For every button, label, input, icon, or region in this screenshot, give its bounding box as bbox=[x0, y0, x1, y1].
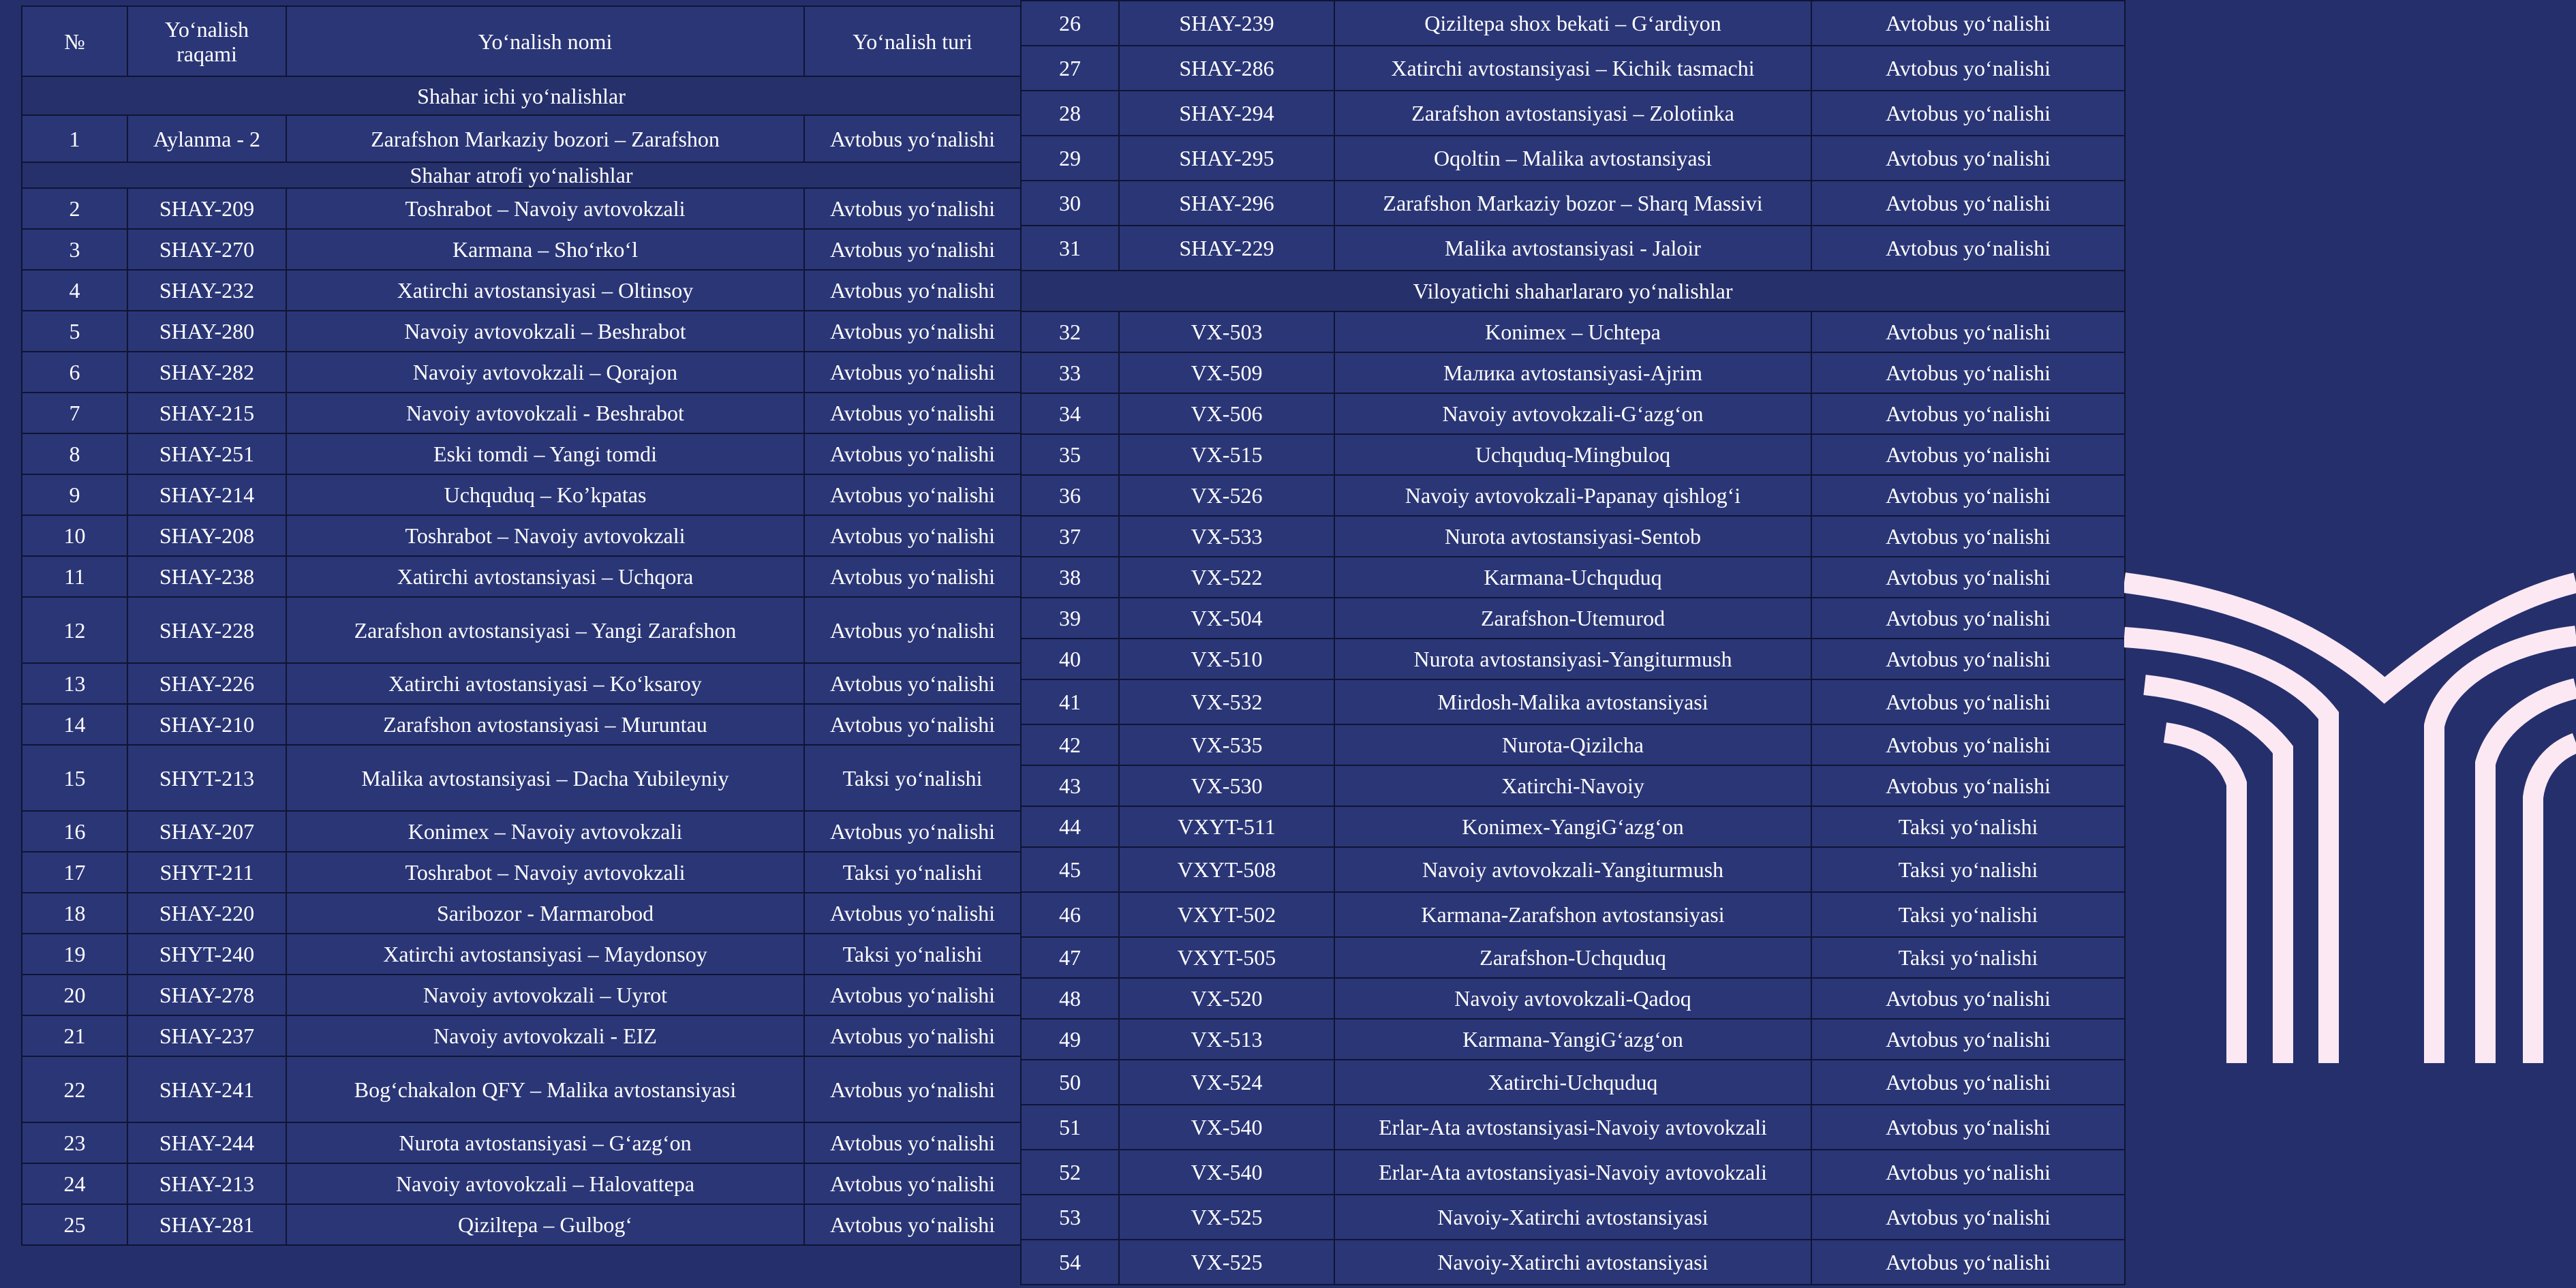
table-row bbox=[22, 115, 1021, 162]
cell-route-type: Avtobus yo‘nalishi bbox=[804, 270, 1021, 311]
cell-route-code: SHAY-251 bbox=[127, 433, 286, 474]
cell-route-code: SHAY-239 bbox=[1119, 1, 1334, 46]
cell-number: 12 bbox=[22, 597, 127, 663]
cell-route-code: VX-522 bbox=[1119, 557, 1334, 598]
table-row bbox=[22, 1122, 1021, 1163]
table-row bbox=[22, 811, 1021, 852]
cell-number: 29 bbox=[1021, 136, 1119, 181]
table-row bbox=[1021, 978, 2125, 1019]
cell-route-code: SHAY-213 bbox=[127, 1163, 286, 1204]
cell-route-type: Avtobus yo‘nalishi bbox=[1811, 226, 2125, 271]
header-route-code: Yo‘nalish raqami bbox=[127, 6, 286, 76]
table-row bbox=[1021, 679, 2125, 724]
cell-route-name: Konimex – Uchtepa bbox=[1334, 311, 1811, 352]
table-row bbox=[22, 975, 1021, 1015]
routes-table-left bbox=[21, 5, 1022, 1246]
cell-route-name: Mirdosh-Malika avtostansiyasi bbox=[1334, 679, 1811, 724]
cell-route-name: Xatirchi-Navoiy bbox=[1334, 765, 1811, 806]
table-row bbox=[1021, 937, 2125, 978]
cell-route-name: Toshrabot – Navoiy avtovokzali bbox=[286, 515, 804, 556]
cell-route-name: Toshrabot – Navoiy avtovokzali bbox=[286, 188, 804, 229]
cell-route-type: Avtobus yo‘nalishi bbox=[804, 352, 1021, 393]
header-route-name: Yo‘nalish nomi bbox=[286, 6, 804, 76]
cell-route-type: Avtobus yo‘nalishi bbox=[804, 229, 1021, 270]
table-row bbox=[22, 515, 1021, 556]
table-row bbox=[22, 352, 1021, 393]
table-row bbox=[1021, 226, 2125, 271]
cell-route-name: Navoiy avtovokzali-Qadoq bbox=[1334, 978, 1811, 1019]
cell-route-name: Karmana-Zarafshon avtostansiyasi bbox=[1334, 892, 1811, 937]
cell-route-name: Navoiy avtovokzali – Beshrabot bbox=[286, 311, 804, 352]
table-row bbox=[1021, 1240, 2125, 1285]
cell-route-name: Xatirchi-Uchquduq bbox=[1334, 1060, 1811, 1105]
cell-route-code: SHAY-282 bbox=[127, 352, 286, 393]
cell-route-type: Avtobus yo‘nalishi bbox=[804, 1204, 1021, 1245]
table-row bbox=[1021, 136, 2125, 181]
table-row bbox=[1021, 847, 2125, 892]
cell-route-type: Avtobus yo‘nalishi bbox=[804, 597, 1021, 663]
cell-route-code: VX-515 bbox=[1119, 434, 1334, 475]
cell-route-name: Navoiy-Xatirchi avtostansiyasi bbox=[1334, 1240, 1811, 1285]
cell-number: 51 bbox=[1021, 1105, 1119, 1150]
cell-route-code: SHYT-240 bbox=[127, 934, 286, 975]
cell-number: 50 bbox=[1021, 1060, 1119, 1105]
cell-route-code: SHAY-226 bbox=[127, 663, 286, 704]
cell-route-name: Nurota-Qizilcha bbox=[1334, 724, 1811, 765]
cell-route-name: Konimex – Navoiy avtovokzali bbox=[286, 811, 804, 852]
cell-number: 42 bbox=[1021, 724, 1119, 765]
table-row bbox=[1021, 806, 2125, 847]
cell-route-type: Taksi yo‘nalishi bbox=[804, 745, 1021, 811]
cell-route-name: Karmana-Uchquduq bbox=[1334, 557, 1811, 598]
cell-number: 53 bbox=[1021, 1195, 1119, 1240]
cell-number: 18 bbox=[22, 893, 127, 934]
cell-route-code: VX-524 bbox=[1119, 1060, 1334, 1105]
cell-route-code: SHAY-241 bbox=[127, 1056, 286, 1122]
table-row bbox=[22, 934, 1021, 975]
cell-number: 17 bbox=[22, 852, 127, 893]
cell-route-code: SHAY-270 bbox=[127, 229, 286, 270]
cell-route-code: SHAY-232 bbox=[127, 270, 286, 311]
cell-route-name: Navoiy avtovokzali – Halovattepa bbox=[286, 1163, 804, 1204]
cell-route-name: Zarafshon Markaziy bozori – Zarafshon bbox=[286, 115, 804, 162]
cell-route-code: VX-530 bbox=[1119, 765, 1334, 806]
cell-route-name: Xatirchi avtostansiyasi – Ko‘ksaroy bbox=[286, 663, 804, 704]
cell-route-type: Avtobus yo‘nalishi bbox=[1811, 516, 2125, 557]
cell-route-type: Avtobus yo‘nalishi bbox=[1811, 765, 2125, 806]
table-row bbox=[22, 229, 1021, 270]
cell-route-code: SHAY-209 bbox=[127, 188, 286, 229]
cell-route-name: Zarafshon avtostansiyasi – Yangi Zarafshon bbox=[286, 597, 804, 663]
cell-route-type: Avtobus yo‘nalishi bbox=[1811, 1019, 2125, 1060]
cell-route-type: Avtobus yo‘nalishi bbox=[1811, 557, 2125, 598]
cell-route-name: Zarafshon-Uchquduq bbox=[1334, 937, 1811, 978]
cell-number: 48 bbox=[1021, 978, 1119, 1019]
cell-number: 38 bbox=[1021, 557, 1119, 598]
cell-route-type: Avtobus yo‘nalishi bbox=[804, 893, 1021, 934]
cell-route-type: Avtobus yo‘nalishi bbox=[1811, 46, 2125, 91]
table-row bbox=[1021, 475, 2125, 516]
cell-route-type: Avtobus yo‘nalishi bbox=[1811, 639, 2125, 679]
cell-route-code: SHAY-210 bbox=[127, 704, 286, 745]
section-row bbox=[22, 76, 1021, 115]
cell-route-code: SHAY-244 bbox=[127, 1122, 286, 1163]
cell-route-name: Navoiy avtovokzali-Yangiturmush bbox=[1334, 847, 1811, 892]
cell-number: 52 bbox=[1021, 1150, 1119, 1195]
table-header-row bbox=[22, 6, 1021, 76]
cell-route-type: Avtobus yo‘nalishi bbox=[804, 1122, 1021, 1163]
table-row bbox=[1021, 311, 2125, 352]
section-title: Shahar ichi yo‘nalishlar bbox=[22, 76, 1021, 115]
cell-route-code: SHYT-213 bbox=[127, 745, 286, 811]
cell-number: 1 bbox=[22, 115, 127, 162]
cell-number: 35 bbox=[1021, 434, 1119, 475]
cell-route-code: VX-513 bbox=[1119, 1019, 1334, 1060]
cell-route-code: SHYT-211 bbox=[127, 852, 286, 893]
table-row bbox=[22, 852, 1021, 893]
cell-route-name: Xatirchi avtostansiyasi – Maydonsoy bbox=[286, 934, 804, 975]
cell-route-name: Erlar-Ata avtostansiyasi-Navoiy avtovokzali bbox=[1334, 1105, 1811, 1150]
cell-route-type: Avtobus yo‘nalishi bbox=[804, 474, 1021, 515]
cell-route-name: Nurota avtostansiyasi-Sentob bbox=[1334, 516, 1811, 557]
cell-route-code: SHAY-228 bbox=[127, 597, 286, 663]
cell-route-type: Taksi yo‘nalishi bbox=[1811, 892, 2125, 937]
table-row bbox=[22, 270, 1021, 311]
cell-route-code: SHAY-278 bbox=[127, 975, 286, 1015]
cell-number: 25 bbox=[22, 1204, 127, 1245]
cell-route-code: SHAY-229 bbox=[1119, 226, 1334, 271]
cell-route-type: Avtobus yo‘nalishi bbox=[1811, 352, 2125, 393]
table-row bbox=[22, 188, 1021, 229]
cell-route-code: Aylanma - 2 bbox=[127, 115, 286, 162]
table-row bbox=[1021, 892, 2125, 937]
cell-number: 37 bbox=[1021, 516, 1119, 557]
cell-route-code: VXYT-511 bbox=[1119, 806, 1334, 847]
cell-route-name: Toshrabot – Navoiy avtovokzali bbox=[286, 852, 804, 893]
header-route-type: Yo‘nalish turi bbox=[804, 6, 1021, 76]
cell-route-name: Nurota avtostansiyasi – G‘azg‘on bbox=[286, 1122, 804, 1163]
cell-number: 41 bbox=[1021, 679, 1119, 724]
cell-route-type: Avtobus yo‘nalishi bbox=[1811, 978, 2125, 1019]
cell-route-name: Karmana-YangiG‘azg‘on bbox=[1334, 1019, 1811, 1060]
cell-route-type: Avtobus yo‘nalishi bbox=[1811, 1060, 2125, 1105]
cell-number: 15 bbox=[22, 745, 127, 811]
cell-route-type: Avtobus yo‘nalishi bbox=[1811, 1150, 2125, 1195]
table-row bbox=[1021, 393, 2125, 434]
table-row bbox=[1021, 557, 2125, 598]
table-row bbox=[1021, 1060, 2125, 1105]
header-number: № bbox=[22, 6, 127, 76]
cell-route-type: Avtobus yo‘nalishi bbox=[804, 811, 1021, 852]
cell-route-type: Avtobus yo‘nalishi bbox=[804, 311, 1021, 352]
cell-route-type: Avtobus yo‘nalishi bbox=[804, 115, 1021, 162]
cell-route-name: Малика avtostansiyasi-Ajrim bbox=[1334, 352, 1811, 393]
table-row bbox=[1021, 765, 2125, 806]
table-row bbox=[1021, 1105, 2125, 1150]
cell-route-name: Eski tomdi – Yangi tomdi bbox=[286, 433, 804, 474]
cell-number: 33 bbox=[1021, 352, 1119, 393]
cell-route-name: Uchquduq – Ko’kpatas bbox=[286, 474, 804, 515]
cell-number: 24 bbox=[22, 1163, 127, 1204]
table-row bbox=[1021, 46, 2125, 91]
cell-number: 8 bbox=[22, 433, 127, 474]
cell-route-code: VX-510 bbox=[1119, 639, 1334, 679]
cell-route-code: VX-504 bbox=[1119, 598, 1334, 639]
cell-route-code: SHAY-280 bbox=[127, 311, 286, 352]
cell-number: 16 bbox=[22, 811, 127, 852]
cell-route-name: Zarafshon avtostansiyasi – Zolotinka bbox=[1334, 91, 1811, 136]
cell-route-name: Navoiy avtovokzali-G‘azg‘on bbox=[1334, 393, 1811, 434]
cell-number: 54 bbox=[1021, 1240, 1119, 1285]
table-row bbox=[22, 556, 1021, 597]
cell-route-type: Avtobus yo‘nalishi bbox=[1811, 1240, 2125, 1285]
cell-route-code: SHAY-220 bbox=[127, 893, 286, 934]
cell-route-type: Avtobus yo‘nalishi bbox=[804, 188, 1021, 229]
arched-m-logo-icon bbox=[2124, 559, 2576, 1070]
cell-route-name: Oqoltin – Malika avtostansiyasi bbox=[1334, 136, 1811, 181]
cell-route-code: VX-525 bbox=[1119, 1240, 1334, 1285]
cell-route-code: SHAY-238 bbox=[127, 556, 286, 597]
table-row bbox=[22, 663, 1021, 704]
cell-route-code: VXYT-505 bbox=[1119, 937, 1334, 978]
cell-number: 7 bbox=[22, 393, 127, 433]
cell-route-type: Avtobus yo‘nalishi bbox=[804, 1163, 1021, 1204]
cell-route-type: Avtobus yo‘nalishi bbox=[1811, 393, 2125, 434]
table-row bbox=[22, 1163, 1021, 1204]
cell-route-name: Karmana – Sho‘rko‘l bbox=[286, 229, 804, 270]
cell-route-code: VXYT-502 bbox=[1119, 892, 1334, 937]
cell-route-type: Avtobus yo‘nalishi bbox=[804, 556, 1021, 597]
cell-route-type: Taksi yo‘nalishi bbox=[1811, 937, 2125, 978]
cell-number: 31 bbox=[1021, 226, 1119, 271]
table-row bbox=[1021, 434, 2125, 475]
table-row bbox=[1021, 639, 2125, 679]
cell-route-type: Taksi yo‘nalishi bbox=[1811, 806, 2125, 847]
cell-number: 36 bbox=[1021, 475, 1119, 516]
table-row bbox=[1021, 1150, 2125, 1195]
cell-route-code: VXYT-508 bbox=[1119, 847, 1334, 892]
cell-route-code: SHAY-295 bbox=[1119, 136, 1334, 181]
cell-route-name: Malika avtostansiyasi – Dacha Yubileyniy bbox=[286, 745, 804, 811]
table-row bbox=[22, 893, 1021, 934]
cell-route-type: Avtobus yo‘nalishi bbox=[804, 663, 1021, 704]
routes-table-right bbox=[1020, 0, 2126, 1285]
cell-route-code: VX-525 bbox=[1119, 1195, 1334, 1240]
table-row bbox=[1021, 1195, 2125, 1240]
cell-route-code: VX-520 bbox=[1119, 978, 1334, 1019]
cell-route-type: Avtobus yo‘nalishi bbox=[1811, 1, 2125, 46]
cell-number: 21 bbox=[22, 1015, 127, 1056]
cell-route-type: Avtobus yo‘nalishi bbox=[1811, 311, 2125, 352]
cell-route-type: Taksi yo‘nalishi bbox=[1811, 847, 2125, 892]
table-row bbox=[22, 433, 1021, 474]
cell-route-code: VX-509 bbox=[1119, 352, 1334, 393]
cell-route-type: Avtobus yo‘nalishi bbox=[1811, 91, 2125, 136]
cell-route-name: Nurota avtostansiyasi-Yangiturmush bbox=[1334, 639, 1811, 679]
table-row bbox=[1021, 516, 2125, 557]
cell-number: 3 bbox=[22, 229, 127, 270]
cell-route-code: VX-540 bbox=[1119, 1105, 1334, 1150]
cell-number: 49 bbox=[1021, 1019, 1119, 1060]
cell-number: 20 bbox=[22, 975, 127, 1015]
cell-number: 45 bbox=[1021, 847, 1119, 892]
cell-route-type: Avtobus yo‘nalishi bbox=[804, 1056, 1021, 1122]
cell-number: 40 bbox=[1021, 639, 1119, 679]
cell-number: 9 bbox=[22, 474, 127, 515]
cell-number: 27 bbox=[1021, 46, 1119, 91]
section-title: Viloyatichi shaharlararo yo‘nalishlar bbox=[1021, 271, 2125, 311]
table-row bbox=[22, 745, 1021, 811]
cell-route-code: VX-526 bbox=[1119, 475, 1334, 516]
cell-route-name: Qiziltepa – Gulbog‘ bbox=[286, 1204, 804, 1245]
cell-route-type: Avtobus yo‘nalishi bbox=[1811, 475, 2125, 516]
cell-number: 14 bbox=[22, 704, 127, 745]
cell-route-type: Avtobus yo‘nalishi bbox=[1811, 136, 2125, 181]
cell-route-code: VX-533 bbox=[1119, 516, 1334, 557]
cell-number: 2 bbox=[22, 188, 127, 229]
table-row bbox=[1021, 598, 2125, 639]
cell-number: 6 bbox=[22, 352, 127, 393]
cell-route-name: Bog‘chakalon QFY – Malika avtostansiyasi bbox=[286, 1056, 804, 1122]
cell-route-code: SHAY-281 bbox=[127, 1204, 286, 1245]
cell-number: 22 bbox=[22, 1056, 127, 1122]
cell-route-name: Zarafshon-Utemurod bbox=[1334, 598, 1811, 639]
cell-route-code: VX-503 bbox=[1119, 311, 1334, 352]
cell-number: 26 bbox=[1021, 1, 1119, 46]
table-row bbox=[1021, 1, 2125, 46]
cell-route-name: Qiziltepa shox bekati – G‘ardiyon bbox=[1334, 1, 1811, 46]
cell-route-name: Zarafshon Markaziy bozor – Sharq Massivi bbox=[1334, 181, 1811, 226]
cell-route-type: Avtobus yo‘nalishi bbox=[804, 433, 1021, 474]
cell-number: 30 bbox=[1021, 181, 1119, 226]
cell-route-name: Navoiy avtovokzali – Uyrot bbox=[286, 975, 804, 1015]
cell-route-type: Avtobus yo‘nalishi bbox=[1811, 679, 2125, 724]
cell-number: 23 bbox=[22, 1122, 127, 1163]
cell-route-type: Avtobus yo‘nalishi bbox=[804, 515, 1021, 556]
cell-number: 47 bbox=[1021, 937, 1119, 978]
cell-route-name: Saribozor - Marmarobod bbox=[286, 893, 804, 934]
table-row bbox=[22, 1015, 1021, 1056]
cell-number: 28 bbox=[1021, 91, 1119, 136]
cell-route-name: Xatirchi avtostansiyasi – Kichik tasmachi bbox=[1334, 46, 1811, 91]
cell-number: 10 bbox=[22, 515, 127, 556]
cell-route-name: Navoiy avtovokzali-Papanay qishlog‘i bbox=[1334, 475, 1811, 516]
table-row bbox=[22, 704, 1021, 745]
cell-route-code: SHAY-214 bbox=[127, 474, 286, 515]
cell-number: 44 bbox=[1021, 806, 1119, 847]
cell-route-name: Konimex-YangiG‘azg‘on bbox=[1334, 806, 1811, 847]
cell-number: 46 bbox=[1021, 892, 1119, 937]
cell-route-type: Avtobus yo‘nalishi bbox=[1811, 1195, 2125, 1240]
cell-route-name: Navoiy avtovokzali - Beshrabot bbox=[286, 393, 804, 433]
cell-route-name: Navoiy avtovokzali – Qorajon bbox=[286, 352, 804, 393]
cell-route-name: Malika avtostansiyasi - Jaloir bbox=[1334, 226, 1811, 271]
cell-route-type: Avtobus yo‘nalishi bbox=[1811, 1105, 2125, 1150]
table-row bbox=[22, 1204, 1021, 1245]
cell-route-code: VX-532 bbox=[1119, 679, 1334, 724]
cell-number: 39 bbox=[1021, 598, 1119, 639]
cell-route-type: Avtobus yo‘nalishi bbox=[1811, 181, 2125, 226]
cell-number: 34 bbox=[1021, 393, 1119, 434]
routes-left-body bbox=[22, 76, 1021, 1245]
table-row bbox=[22, 597, 1021, 663]
cell-route-type: Avtobus yo‘nalishi bbox=[1811, 434, 2125, 475]
section-title: Shahar atrofi yo‘nalishlar bbox=[22, 162, 1021, 188]
cell-number: 5 bbox=[22, 311, 127, 352]
cell-route-type: Taksi yo‘nalishi bbox=[804, 934, 1021, 975]
cell-route-type: Avtobus yo‘nalishi bbox=[804, 975, 1021, 1015]
cell-route-code: VX-535 bbox=[1119, 724, 1334, 765]
cell-route-code: VX-540 bbox=[1119, 1150, 1334, 1195]
cell-route-name: Navoiy avtovokzali - EIZ bbox=[286, 1015, 804, 1056]
routes-right-body bbox=[1021, 1, 2125, 1285]
table-row bbox=[1021, 724, 2125, 765]
table-row bbox=[22, 1056, 1021, 1122]
cell-number: 19 bbox=[22, 934, 127, 975]
table-row bbox=[22, 474, 1021, 515]
cell-route-code: SHAY-208 bbox=[127, 515, 286, 556]
cell-route-type: Avtobus yo‘nalishi bbox=[804, 704, 1021, 745]
cell-route-name: Uchquduq-Mingbuloq bbox=[1334, 434, 1811, 475]
cell-route-type: Avtobus yo‘nalishi bbox=[1811, 598, 2125, 639]
cell-route-type: Taksi yo‘nalishi bbox=[804, 852, 1021, 893]
table-row bbox=[1021, 181, 2125, 226]
cell-number: 32 bbox=[1021, 311, 1119, 352]
cell-number: 11 bbox=[22, 556, 127, 597]
cell-route-type: Avtobus yo‘nalishi bbox=[1811, 724, 2125, 765]
cell-route-code: SHAY-286 bbox=[1119, 46, 1334, 91]
cell-number: 13 bbox=[22, 663, 127, 704]
cell-route-code: SHAY-296 bbox=[1119, 181, 1334, 226]
table-row bbox=[1021, 91, 2125, 136]
cell-route-name: Xatirchi avtostansiyasi – Oltinsoy bbox=[286, 270, 804, 311]
cell-route-code: SHAY-294 bbox=[1119, 91, 1334, 136]
table-row bbox=[22, 311, 1021, 352]
cell-route-name: Navoiy-Xatirchi avtostansiyasi bbox=[1334, 1195, 1811, 1240]
table-row bbox=[22, 393, 1021, 433]
cell-route-name: Xatirchi avtostansiyasi – Uchqora bbox=[286, 556, 804, 597]
cell-route-code: VX-506 bbox=[1119, 393, 1334, 434]
cell-number: 43 bbox=[1021, 765, 1119, 806]
cell-route-type: Avtobus yo‘nalishi bbox=[804, 393, 1021, 433]
cell-route-name: Zarafshon avtostansiyasi – Muruntau bbox=[286, 704, 804, 745]
section-row bbox=[1021, 271, 2125, 311]
section-row bbox=[22, 162, 1021, 188]
table-row bbox=[1021, 1019, 2125, 1060]
cell-route-code: SHAY-207 bbox=[127, 811, 286, 852]
cell-route-code: SHAY-215 bbox=[127, 393, 286, 433]
cell-number: 4 bbox=[22, 270, 127, 311]
cell-route-name: Erlar-Ata avtostansiyasi-Navoiy avtovokzali bbox=[1334, 1150, 1811, 1195]
cell-route-code: SHAY-237 bbox=[127, 1015, 286, 1056]
table-row bbox=[1021, 352, 2125, 393]
cell-route-type: Avtobus yo‘nalishi bbox=[804, 1015, 1021, 1056]
